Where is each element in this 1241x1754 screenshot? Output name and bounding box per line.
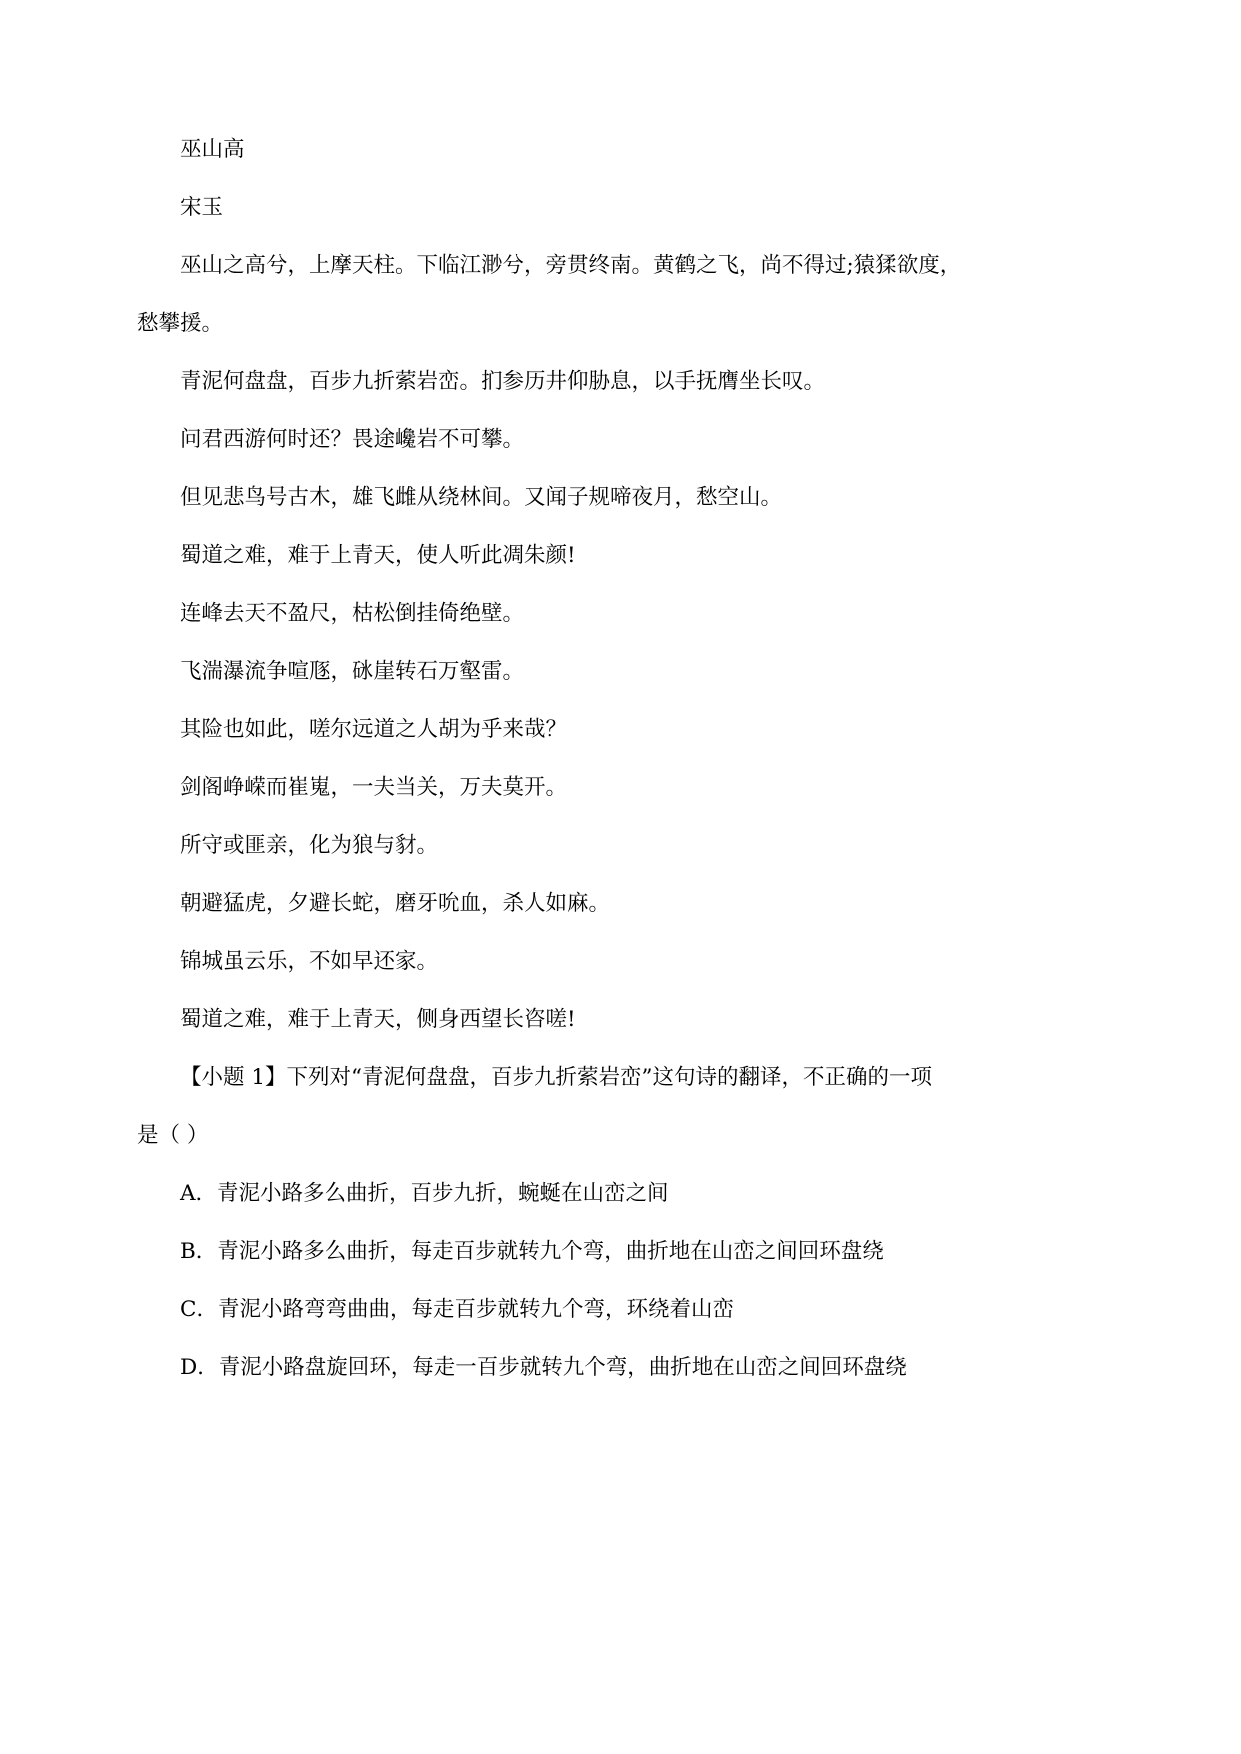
document-body bbox=[137, 121, 1137, 1397]
option-c: C．青泥小路弯弯曲曲，每走百步就转九个弯，环绕着山峦 bbox=[180, 1297, 734, 1322]
poem-line: 其险也如此，嗟尔远道之人胡为乎来哉？ bbox=[180, 717, 568, 742]
poem-line: 朝避猛虎，夕避长蛇，磨牙吮血，杀人如麻。 bbox=[180, 891, 611, 916]
poem-paragraph bbox=[137, 353, 1137, 411]
poem-line: 青泥何盘盘，百步九折萦岩峦。扪参历井仰胁息，以手抚膺坐长叹。 bbox=[180, 369, 826, 394]
poem-line: 但见悲鸟号古木，雄飞雌从绕林间。又闻子规啼夜月，愁空山。 bbox=[180, 485, 783, 510]
question-stem bbox=[137, 1049, 1137, 1165]
poem-line: 飞湍瀑流争喧豗，砯崖转石万壑雷。 bbox=[180, 659, 525, 684]
poem-line: 蜀道之难，难于上青天，侧身西望长咨嗟! bbox=[180, 1007, 576, 1032]
poem-line: 连峰去天不盈尺，枯松倒挂倚绝壁。 bbox=[180, 601, 525, 626]
poem-paragraph bbox=[137, 643, 1137, 701]
question-stem-line-continued: 是（ ） bbox=[137, 1123, 209, 1148]
poem-paragraph bbox=[137, 237, 1137, 353]
question-stem-line: 【小题 1】下列对“青泥何盘盘，百步九折萦岩峦”这句诗的翻译，不正确的一项 bbox=[180, 1065, 932, 1090]
poem-title: 巫山高 bbox=[180, 137, 245, 162]
poem-paragraph bbox=[137, 527, 1137, 585]
poem-line: 蜀道之难，难于上青天，使人听此凋朱颜! bbox=[180, 543, 576, 568]
option-a: A．青泥小路多么曲折，百步九折，蜿蜒在山峦之间 bbox=[180, 1181, 669, 1206]
option-d: D．青泥小路盘旋回环，每走一百步就转九个弯，曲折地在山峦之间回环盘绕 bbox=[180, 1355, 907, 1380]
poem-line: 锦城虽云乐，不如早还家。 bbox=[180, 949, 439, 974]
poem-paragraph bbox=[137, 759, 1137, 817]
poem-line: 剑阁峥嵘而崔嵬，一夫当关，万夫莫开。 bbox=[180, 775, 568, 800]
poem-line: 所守或匪亲，化为狼与豺。 bbox=[180, 833, 439, 858]
poem-line: 巫山之高兮，上摩天柱。下临江渺兮，旁贯终南。黄鹤之飞，尚不得过;猿猱欲度， bbox=[180, 253, 962, 278]
poem-paragraph bbox=[137, 875, 1137, 933]
poem-line-continued: 愁攀援。 bbox=[137, 311, 224, 336]
poem-paragraph bbox=[137, 411, 1137, 469]
poem-line: 问君西游何时还？畏途巉岩不可攀。 bbox=[180, 427, 525, 452]
option-b: B．青泥小路多么曲折，每走百步就转九个弯，曲折地在山峦之间回环盘绕 bbox=[180, 1239, 884, 1264]
poem-author: 宋玉 bbox=[180, 195, 224, 220]
poem-paragraph bbox=[137, 933, 1137, 991]
question-block bbox=[137, 1049, 1137, 1397]
poem-paragraph bbox=[137, 817, 1137, 875]
poem-paragraph bbox=[137, 991, 1137, 1049]
poem-paragraph bbox=[137, 469, 1137, 527]
poem-paragraph bbox=[137, 585, 1137, 643]
poem-paragraph bbox=[137, 701, 1137, 759]
